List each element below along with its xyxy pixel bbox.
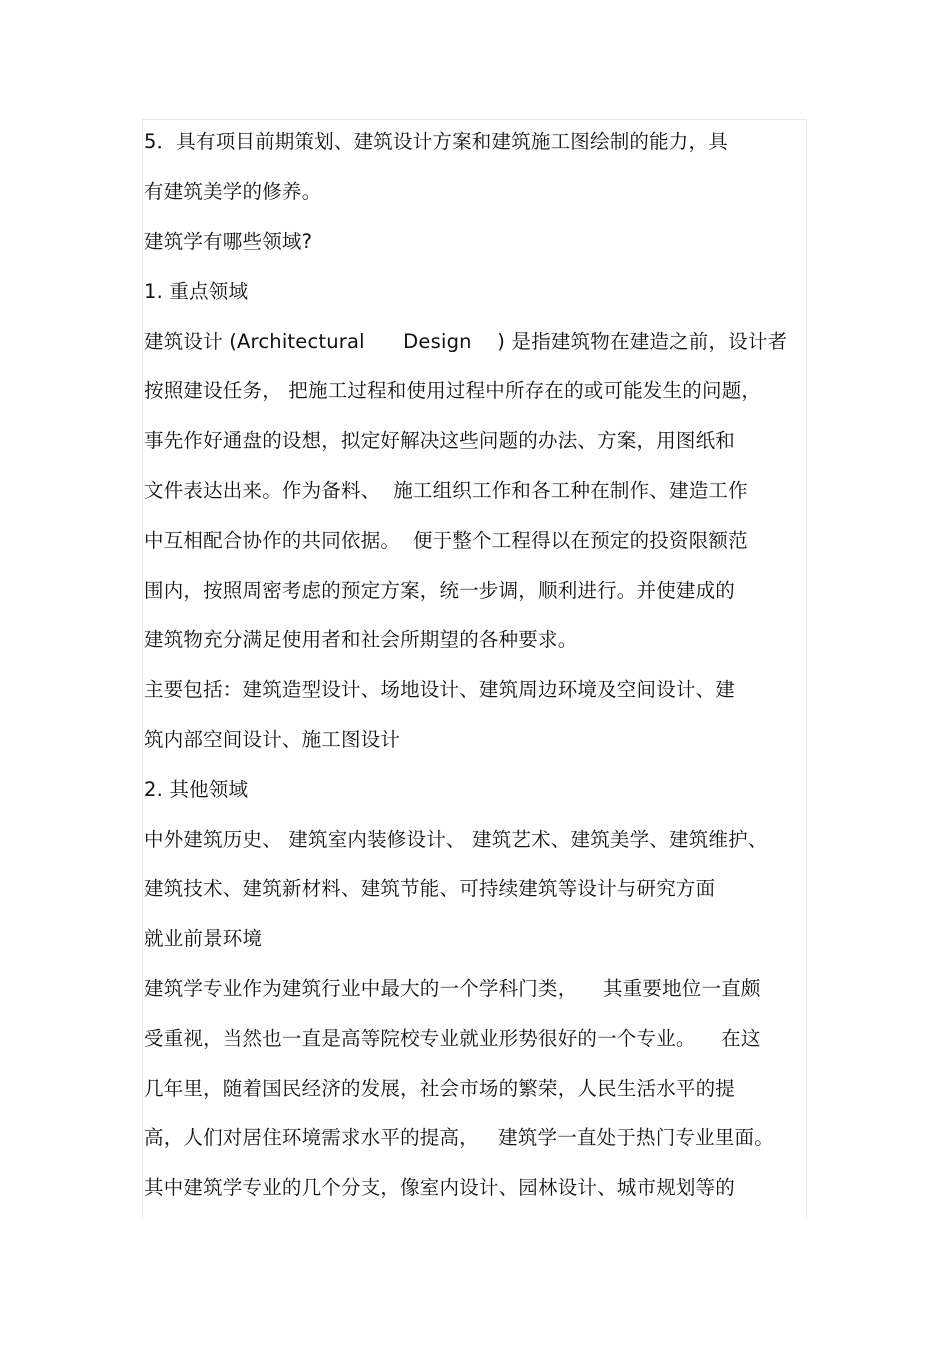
text-line: 中外建筑历史、 建筑室内装修设计、 建筑艺术、建筑美学、建筑维护、 xyxy=(144,828,768,851)
section-heading: 2. 其他领域 xyxy=(144,778,249,801)
section-heading: 就业前景环境 xyxy=(144,927,263,950)
text-line: 建筑物充分满足使用者和社会所期望的各种要求。 xyxy=(144,628,578,651)
section-heading: 建筑学有哪些领域? xyxy=(144,230,313,253)
text-line: 中互相配合协作的共同依据。 便于整个工程得以在预定的投资限额范 xyxy=(144,529,748,552)
text-line: 按照建设任务， 把施工过程和使用过程中所存在的或可能发生的问题， xyxy=(144,379,762,402)
text-line: 筑内部空间设计、施工图设计 xyxy=(144,728,401,751)
text-line: 几年里，随着国民经济的发展，社会市场的繁荣，人民生活水平的提 xyxy=(144,1077,736,1100)
text-line: 事先作好通盘的设想，拟定好解决这些问题的办法、方案，用图纸和 xyxy=(144,429,736,452)
text-line: 主要包括：建筑造型设计、场地设计、建筑周边环境及空间设计、建 xyxy=(144,678,736,701)
text-line: 有建筑美学的修养。 xyxy=(144,180,322,203)
text-line: 5．具有项目前期策划、建筑设计方案和建筑施工图绘制的能力，具 xyxy=(144,130,728,153)
text-line: 建筑学专业作为建筑行业中最大的一个学科门类， 其重要地位一直颇 xyxy=(144,977,761,1000)
text-line: 建筑设计 (Architectural Design ) 是指建筑物在建造之前，设计者 xyxy=(144,330,788,353)
section-heading: 1. 重点领域 xyxy=(144,280,249,303)
text-line: 建筑技术、建筑新材料、建筑节能、可持续建筑等设计与研究方面 xyxy=(144,877,716,900)
text-line: 围内，按照周密考虑的预定方案，统一步调，顺利进行。并使建成的 xyxy=(144,579,736,602)
text-line: 受重视，当然也一直是高等院校专业就业形势很好的一个专业。 在这 xyxy=(144,1027,761,1050)
text-line: 高，人们对居住环境需求水平的提高， 建筑学一直处于热门专业里面。 xyxy=(144,1126,774,1149)
text-line: 文件表达出来。作为备料、 施工组织工作和各工种在制作、建造工作 xyxy=(144,479,748,502)
text-line: 其中建筑学专业的几个分支，像室内设计、园林设计、城市规划等的 xyxy=(144,1176,736,1199)
